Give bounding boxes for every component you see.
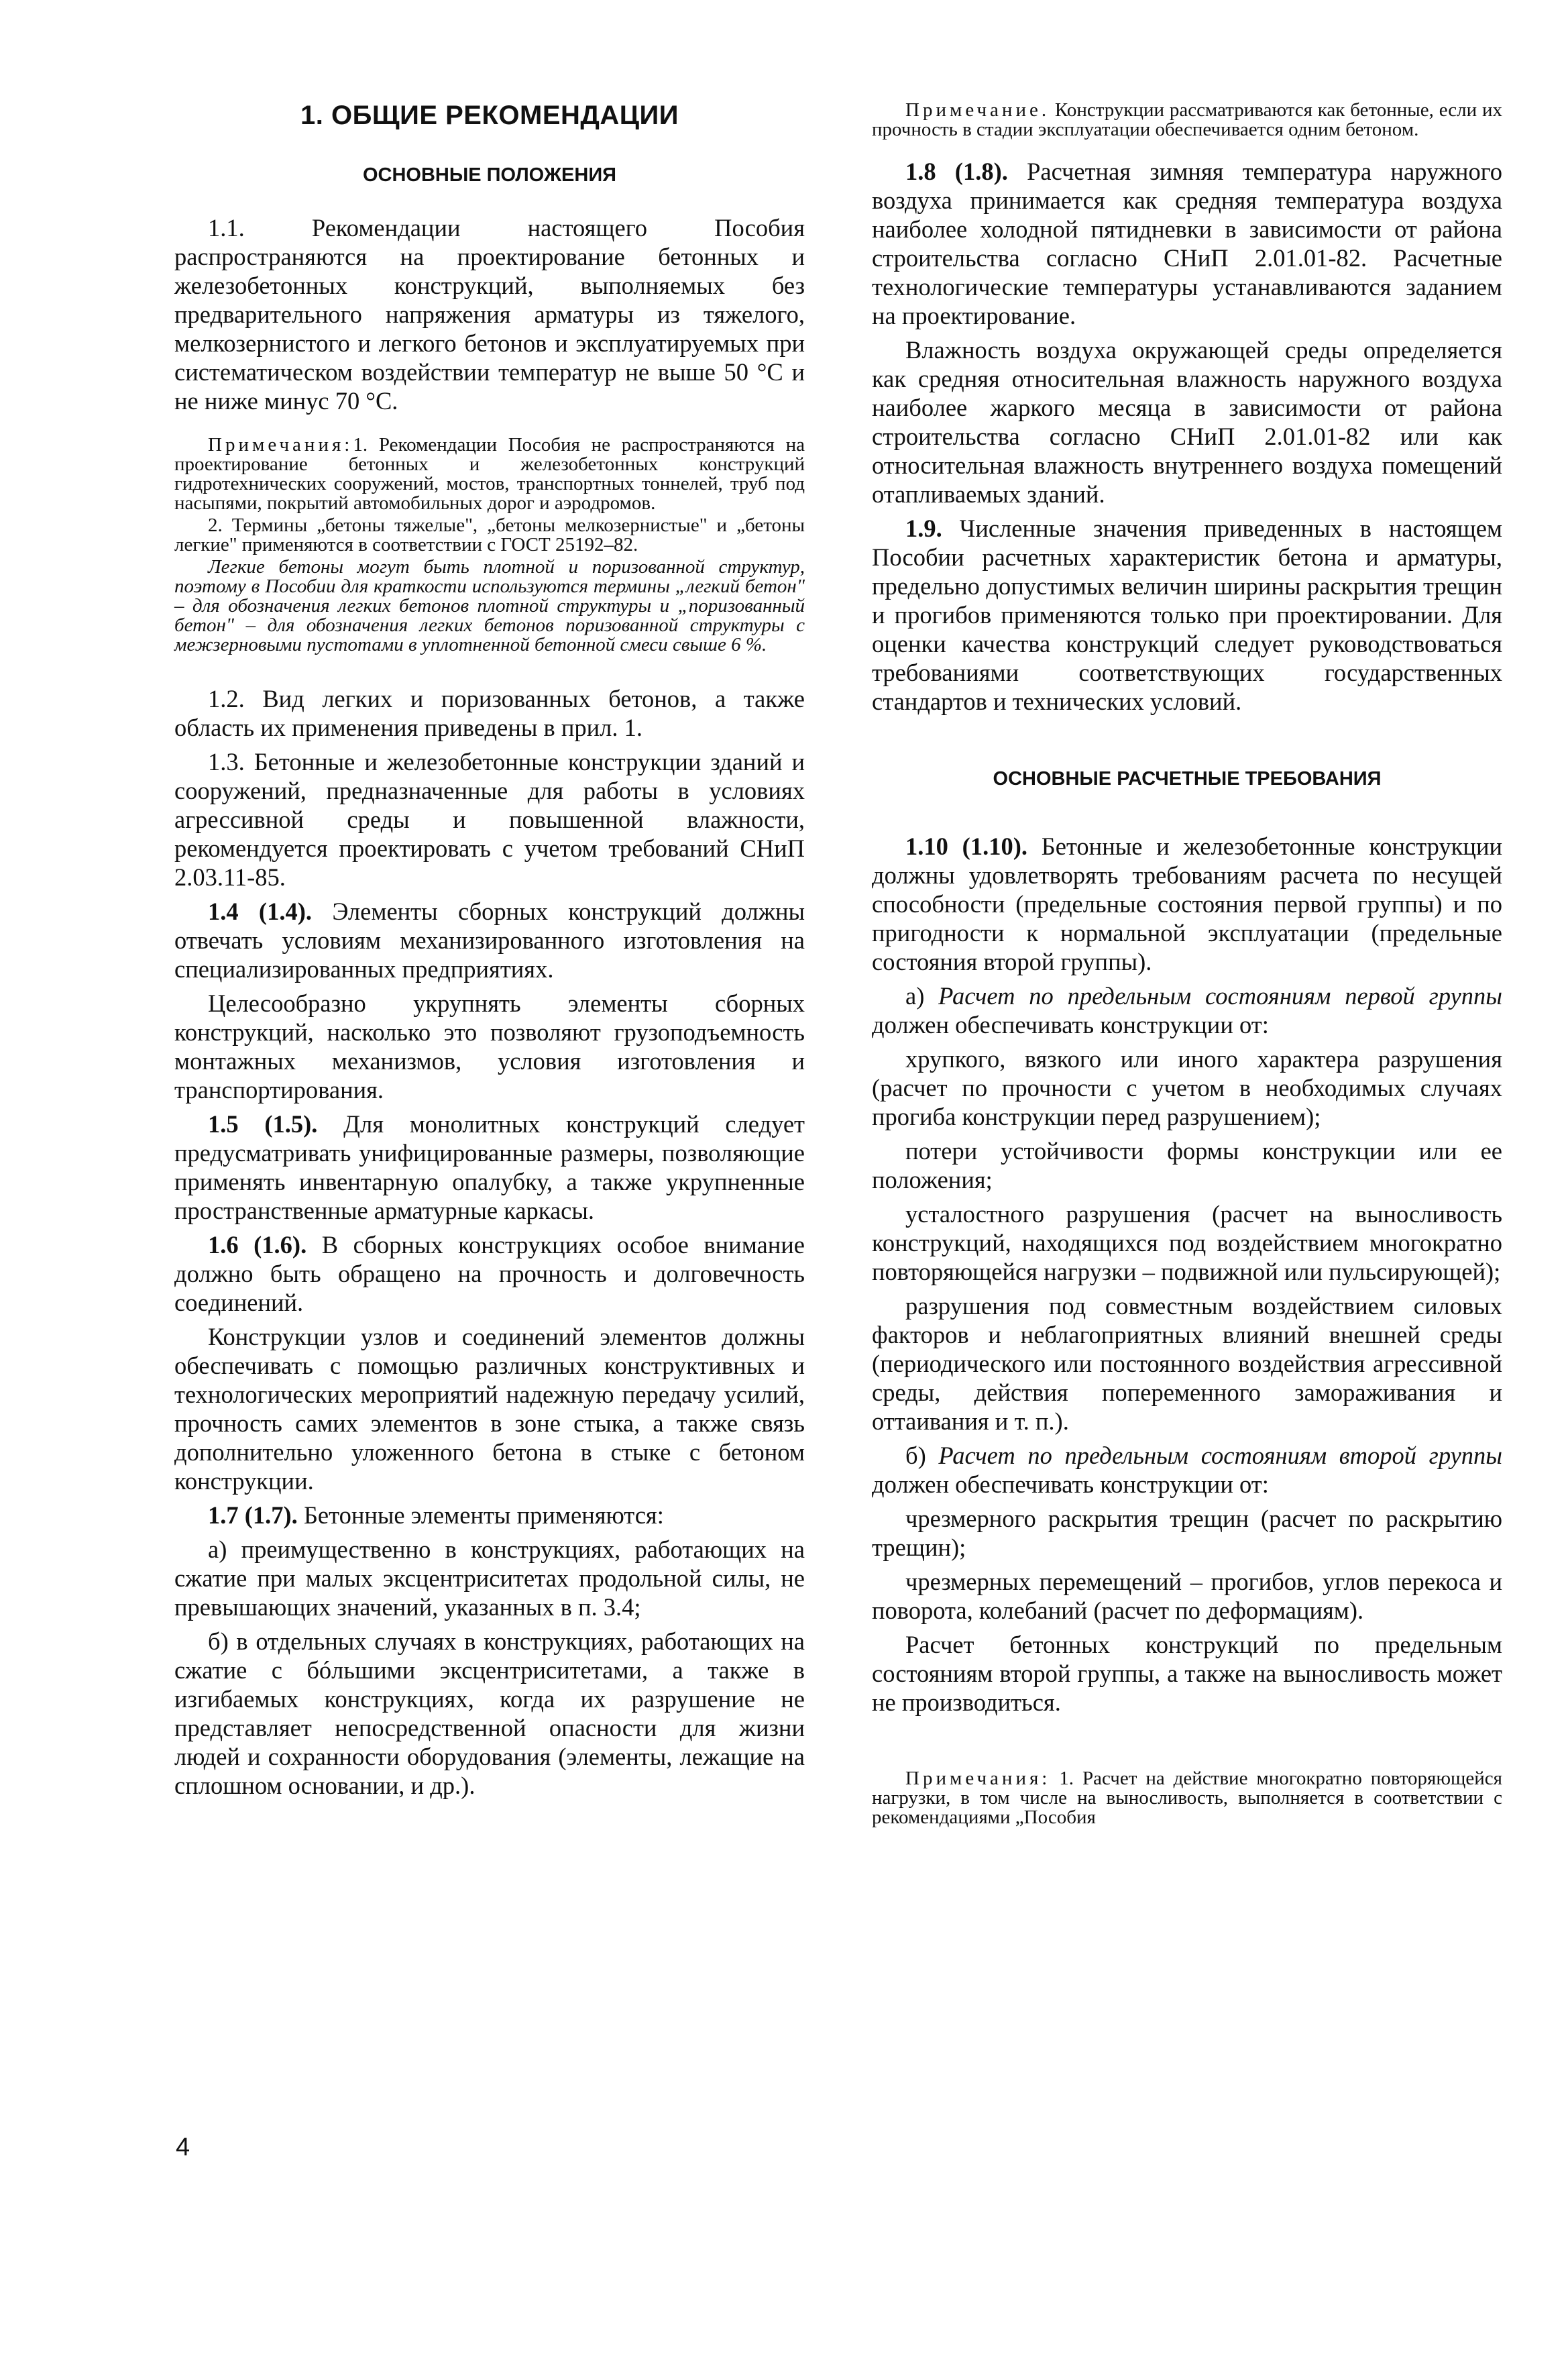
- note-concrete: Примечание. Конструкции рассматриваются как бетонные, если их прочность в стадии эксплуатации обеспечивается одним бетоном.: [872, 99, 1502, 140]
- note-2b: Легкие бетоны могут быть плотной и поризованной структур, поэтому в Пособии для краткости используются термины „легкий бетон" – для обозначения легких бетонов плотной структуры и „поризованный бетон" – для обозначения легких бетонов поризованной структуры с межзерновыми пустотами в уплотненной бетонной смеси свыше 6 %.: [174, 556, 805, 655]
- paragraph-1-7b: б) в отдельных случаях в конструкциях, работающих на сжатие с бóльшими эксцентриситетами, а также в изгибаемых конструкциях, когда их разрушение не представляет непосредственной опасности для жизни людей и сохранности оборудования (элементы, лежащие на сплошном основании, и др.).: [174, 1627, 805, 1799]
- paragraph-1-7: 1.7 (1.7). Бетонные элементы применяются:: [208, 1501, 664, 1529]
- paragraph-1-9: 1.9. Численные значения приведенных в настоящем Пособии расчетных характеристик бетона и арматуры, предельно допустимых величин ширины раскрытия трещин и прогибов применяются только при проектировании. Для оценки качества конструкций следует руководствоваться требованиями соответствующих государственных стандартов и технических условий.: [872, 515, 1502, 715]
- paragraph-1-5: 1.5 (1.5). Для монолитных конструкций следует предусматривать унифицированные размеры, позволяющие применять инвентарную опалубку, а также укрупненные пространственные арматурные каркасы.: [174, 1110, 805, 1224]
- paragraph-1-6: 1.6 (1.6). В сборных конструкциях особое внимание должно быть обращено на прочность и долговечность соединений.: [174, 1231, 805, 1316]
- note-1: Примечания:1. Рекомендации Пособия не распространяются на проектирование бетонных и железобетонных конструкций гидротехнических сооружений, мостов, транспортных тоннелей, труб под насыпями, покрытий автомобильных дорог и аэродромов.: [174, 434, 805, 514]
- paragraph-1-8b: Влажность воздуха окружающей среды определяется как средняя относительная влажность наружного воздуха наиболее жаркого месяца в зависимости от района строительства согласно СНиП 2.01.01-82 или как относительная влажность внутреннего воздуха помещений отапливаемых зданий.: [872, 336, 1502, 508]
- right-column: [872, 101, 1502, 1830]
- paragraph-1-3: 1.3. Бетонные и железобетонные конструкции зданий и сооружений, предназначенные для работы в условиях агрессивной среды и повышенной влажности, рекомендуется проектировать с учетом требований СНиП 2.03.11-85.: [174, 748, 805, 891]
- item-b: б) Расчет по предельным состояниям второй группы должен обеспечивать конструкции от:: [872, 1442, 1503, 1498]
- item-b2: чрезмерных перемещений – прогибов, углов перекоса и поворота, колебаний (расчет по деформациям).: [872, 1568, 1502, 1624]
- section-title-general: ОСНОВНЫЕ ПОЛОЖЕНИЯ: [362, 164, 617, 186]
- paragraph-1-8: 1.8 (1.8). Расчетная зимняя температура наружного воздуха принимается как средняя температура воздуха наиболее холодной пятидневки в зависимости от района строительства согласно СНиП 2.01.01-82. Расчетные технологические температуры устанавливаются заданием на проектирование.: [872, 158, 1503, 329]
- paragraph-1-4b: Целесообразно укрупнять элементы сборных конструкций, насколько это позволяют грузоподъемность монтажных механизмов, условия изготовления и транспортирования.: [174, 989, 805, 1104]
- note-final: Примечания: 1. Расчет на действие многократно повторяющейся нагрузки, в том числе на выносливость, выполняется в соответствии с рекомендациями „Пособия: [872, 1768, 1502, 1828]
- note-2: 2. Термины „бетоны тяжелые", „бетоны мелкозернистые" и „бетоны легкие" применяются в соответствии с ГОСТ 25192–82.: [174, 515, 805, 555]
- paragraph-1-4: 1.4 (1.4). Элементы сборных конструкций должны отвечать условиям механизированного изготовления на специализированных предприятиях.: [174, 898, 805, 983]
- paragraph-1-1: 1.1. Рекомендации настоящего Пособия распространяются на проектирование бетонных и железобетонных конструкций, выполняемых без предварительного напряжения арматуры из тяжелого, мелкозернистого и легкого бетонов и эксплуатируемых при систематическом воздействии температур не выше 50 °С и не ниже минус 70 °С.: [174, 214, 805, 415]
- item-a1: хрупкого, вязкого или иного характера разрушения (расчет по прочности с учетом в необходимых случаях прогиба конструкции перед разрушением);: [872, 1045, 1502, 1130]
- paragraph-1-6b: Конструкции узлов и соединений элементов должны обеспечивать с помощью различных конструктивных и технологических мероприятий надежную передачу усилий, прочность самих элементов в зоне стыка, а также связь дополнительно уложенного бетона в стыке с бетоном конструкции.: [174, 1323, 805, 1495]
- section-title-design: ОСНОВНЫЕ РАСЧЕТНЫЕ ТРЕБОВАНИЯ: [993, 768, 1382, 790]
- page-number: 4: [176, 2133, 190, 2161]
- item-b1: чрезмерного раскрытия трещин (расчет по раскрытию трещин);: [872, 1505, 1502, 1561]
- item-b3: Расчет бетонных конструкций по предельным состояниям второй группы, а также на выносливость может не производиться.: [872, 1631, 1502, 1716]
- left-column: [174, 101, 805, 1805]
- paragraph-1-2: 1.2. Вид легких и поризованных бетонов, а также область их применения приведены в прил. 1.: [174, 685, 805, 741]
- item-a2: потери устойчивости формы конструкции или ее положения;: [872, 1137, 1502, 1193]
- item-a: а) Расчет по предельным состояниям первой группы должен обеспечивать конструкции от:: [872, 982, 1502, 1038]
- item-a3: усталостного разрушения (расчет на выносливость конструкций, находящихся под воздействием многократно повторяющейся нагрузки – подвижной или пульсирующей);: [872, 1200, 1502, 1285]
- paragraph-1-7a: а) преимущественно в конструкциях, работающих на сжатие при малых эксцентриситетах продольной силы, не превышающих значений, указанных в п. 3.4;: [174, 1536, 805, 1621]
- item-a4: разрушения под совместным воздействием силовых факторов и неблагоприятных влияний внешней среды (периодического или постоянного воздействия агрессивной среды, действия попеременного замораживания и оттаивания и т. п.).: [872, 1292, 1502, 1435]
- paragraph-1-10: 1.10 (1.10). Бетонные и железобетонные конструкции должны удовлетворять требованиям расчета по несущей способности (предельные состояния первой группы) и по пригодности к нормальной эксплуатации (предельные состояния второй группы).: [872, 833, 1503, 975]
- chapter-title: 1. ОБЩИЕ РЕКОМЕНДАЦИИ: [300, 101, 679, 130]
